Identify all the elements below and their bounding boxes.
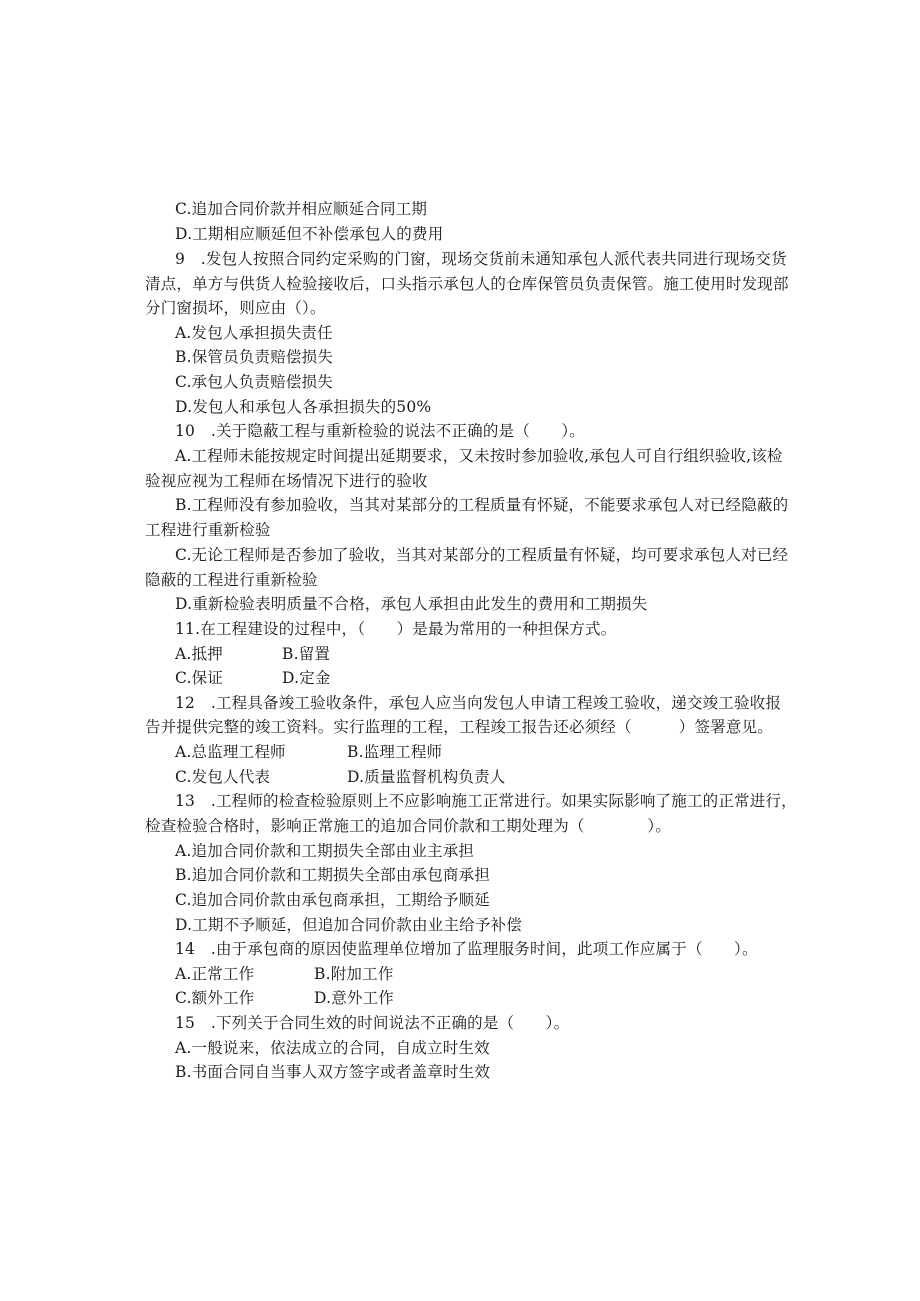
question-11: 11.在工程建设的过程中，（ ）是最为常用的一种担保方式。	[175, 620, 617, 638]
question-13-cont: 检查检验合格时，影响正常施工的追加合同价款和工期处理为（ ）。	[145, 817, 672, 835]
option-9b: B.保管员负责赔偿损失	[175, 348, 334, 366]
option-11b: B.留置	[282, 645, 331, 663]
option-10c-cont: 隐蔽的工程进行重新检验	[145, 571, 318, 589]
question-14: 14 .由于承包商的原因使监理单位增加了监理服务时间，此项工作应属于（ ）。	[175, 940, 758, 958]
question-13: 13 .工程师的检查检验原则上不应影响施工正常进行。如果实际影响了施工的正常进行，	[175, 792, 797, 810]
question-10: 10 .关于隐蔽工程与重新检验的说法不正确的是（ ）。	[175, 422, 586, 440]
option-8c: C.追加合同价款并相应顺延合同工期	[175, 200, 428, 218]
option-8d: D.工期相应顺延但不补偿承包人的费用	[175, 225, 444, 243]
option-9c: C.承包人负责赔偿损失	[175, 373, 333, 391]
option-14b: B.附加工作	[314, 965, 394, 983]
option-12c: C.发包人代表	[175, 768, 271, 786]
option-10b: B.工程师没有参加验收，当其对某部分的工程质量有怀疑，不能要求承包人对已经隐蔽的	[175, 496, 789, 514]
question-15: 15 .下列关于合同生效的时间说法不正确的是（ ）。	[175, 1014, 570, 1032]
option-9a: A.发包人承担损失责任	[175, 324, 333, 342]
option-11a: A.抵押	[175, 645, 223, 663]
option-13a: A.追加合同价款和工期损失全部由业主承担	[175, 842, 475, 860]
option-11d: D.定金	[282, 669, 331, 687]
question-9: 9 .发包人按照合同约定采购的门窗，现场交货前未通知承包人派代表共同进行现场交货	[175, 250, 787, 268]
option-12d: D.质量监督机构负责人	[347, 768, 506, 786]
question-12-cont: 告并提供完整的竣工资料。实行监理的工程，工程竣工报告还必须经（ ）签署意见。	[145, 718, 774, 736]
option-12b: B.监理工程师	[347, 743, 443, 761]
question-12: 12 .工程具备竣工验收条件，承包人应当向发包人申请工程竣工验收，递交竣工验收报	[175, 694, 782, 712]
option-10a-cont: 验视应视为工程师在场情况下进行的验收	[145, 472, 428, 490]
option-10c: C.无论工程师是否参加了验收，当其对某部分的工程质量有怀疑，均可要求承包人对已经	[175, 546, 789, 564]
option-10a: A.工程师未能按规定时间提出延期要求，又未按时参加验收,承包人可自行组织验收,该检	[175, 447, 783, 465]
option-11c: C.保证	[175, 669, 224, 687]
option-14a: A.正常工作	[175, 965, 255, 983]
option-12a: A.总监理工程师	[175, 743, 286, 761]
option-15b: B.书面合同自当事人双方签字或者盖章时生效	[175, 1063, 491, 1081]
option-10b-cont: 工程进行重新检验	[145, 521, 271, 539]
option-15a: A.一般说来，依法成立的合同，自成立时生效	[175, 1039, 490, 1057]
option-13b: B.追加合同价款和工期损失全部由承包商承担	[175, 866, 491, 884]
question-9-cont: 清点，单方与供货人检验接收后，口头指示承包人的仓库保管员负责保管。施工使用时发现部	[145, 275, 789, 293]
option-13d: D.工期不予顺延，但追加合同价款由业主给予补偿	[175, 916, 522, 934]
option-14d: D.意外工作	[314, 989, 395, 1007]
option-13c: C.追加合同价款由承包商承担，工期给予顺延	[175, 891, 490, 909]
option-10d: D.重新检验表明质量不合格，承包人承担由此发生的费用和工期损失	[175, 595, 648, 613]
option-14c: C.额外工作	[175, 989, 255, 1007]
option-9d: D.发包人和承包人各承担损失的50%	[175, 398, 432, 416]
question-9-cont: 分门窗损坏，则应由（）。	[145, 299, 326, 317]
